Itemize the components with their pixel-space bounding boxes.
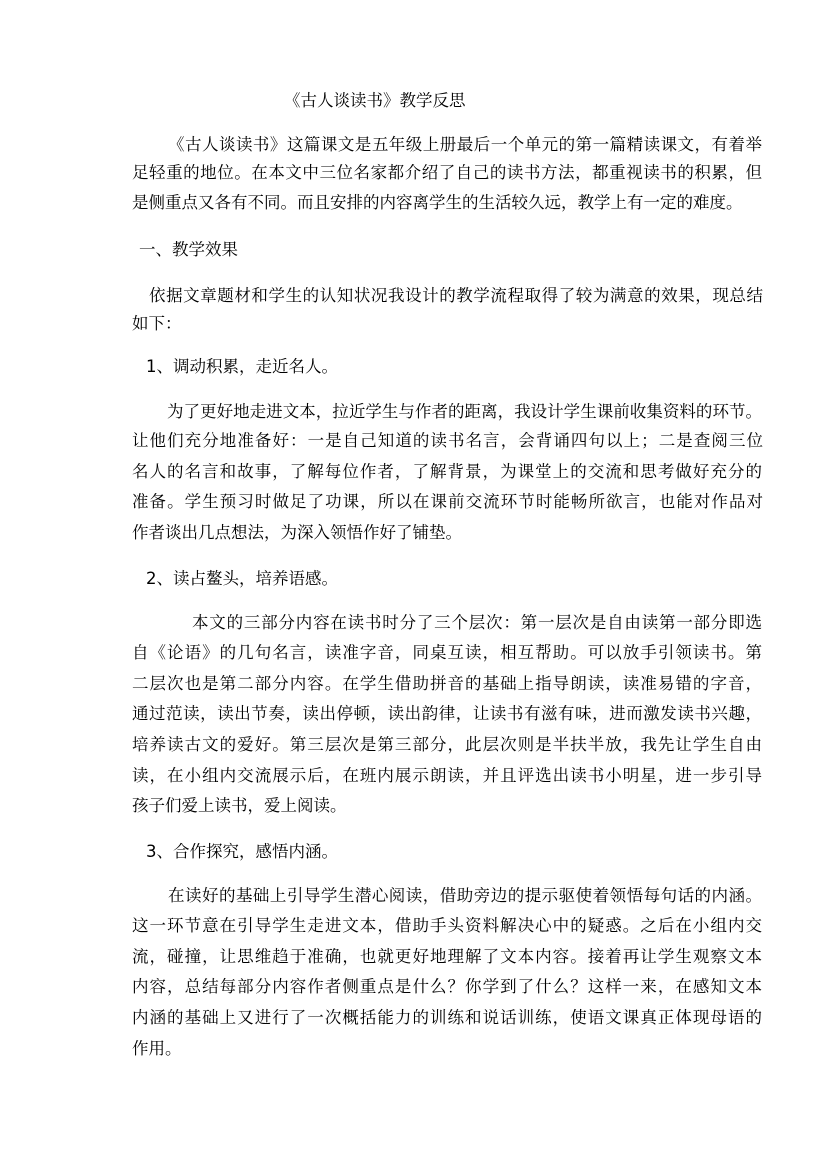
point1-line-3: 名人的名言和故事，了解每位作者，了解背景，为课堂上的交流和思考做好充分的	[132, 462, 762, 481]
intro-line-2: 足轻重的地位。在本文中三位名家都介绍了自己的读书方法，都重视读书的积累，但	[132, 163, 762, 182]
point3-heading: 3、合作探究，感悟内涵。	[146, 842, 338, 861]
point3-line-6: 作用。	[132, 1039, 182, 1058]
point3-line-5: 内涵的基础上又进行了一次概括能力的训练和说话训练，使语文课真正体现母语的	[132, 1008, 762, 1027]
point2-line-1: 本文的三部分内容在读书时分了三个层次：第一层次是自由读第一部分即选	[192, 613, 762, 632]
point3-line-2: 这一环节意在引导学生走进文本，借助手头资料解决心中的疑惑。之后在小组内交	[132, 916, 762, 935]
section-heading: 一、教学效果	[139, 240, 238, 259]
point2-line-4: 通过范读，读出节奏，读出停顿，读出韵律，让读书有滋有味，进而激发读书兴趣，	[132, 704, 762, 723]
point1-line-5: 作者谈出几点想法，为深入领悟作好了铺垫。	[132, 523, 462, 542]
point3-line-3: 流，碰撞，让思维趋于准确，也就更好地理解了文本内容。接着再让学生观察文本	[132, 947, 762, 966]
point2-line-3: 二层次也是第二部分内容。在学生借助拼音的基础上指导朗读，读准易错的字音，	[132, 674, 762, 693]
point2-heading: 2、读占鳌头，培养语感。	[146, 569, 338, 588]
summary-line-1: 依据文章题材和学生的认知状况我设计的教学流程取得了较为满意的效果，现总结	[149, 286, 763, 305]
point1-line-1: 为了更好地走进文本，拉近学生与作者的距离，我设计学生课前收集资料的环节。	[167, 402, 762, 421]
point1-line-2: 让他们充分地准备好：一是自己知道的读书名言，会背诵四句以上；二是查阅三位	[132, 431, 763, 450]
point2-line-6: 读，在小组内交流展示后，在班内展示朗读，并且评选出读书小明星，进一步引导	[132, 766, 762, 785]
document-title: 《古人谈读书》教学反思	[284, 91, 466, 110]
point2-line-5: 培养读古文的爱好。第三层次是第三部分，此层次则是半扶半放，我先让学生自由	[132, 735, 762, 754]
intro-line-3: 是侧重点又各有不同。而且安排的内容离学生的生活较久远，教学上有一定的难度。	[132, 193, 743, 212]
point2-line-2: 自《论语》的几句名言，读准字音，同桌互读，相互帮助。可以放手引领读书。第	[132, 643, 762, 662]
point3-line-4: 内容，总结每部分内容作者侧重点是什么？你学到了什么？这样一来，在感知文本	[132, 977, 762, 996]
point1-line-4: 准备。学生预习时做足了功课，所以在课前交流环节时能畅所欲言，也能对作品对	[132, 492, 763, 511]
intro-line-1: 《古人谈读书》这篇课文是五年级上册最后一个单元的第一篇精读课文，有着举	[168, 135, 762, 154]
point2-line-7: 孩子们爱上读书，爱上阅读。	[132, 796, 347, 815]
point3-line-1: 在读好的基础上引导学生潜心阅读，借助旁边的提示驱使着领悟每句话的内涵。	[168, 886, 762, 905]
point1-heading: 1、调动积累，走近名人。	[146, 357, 338, 376]
summary-line-2: 如下：	[132, 314, 182, 333]
